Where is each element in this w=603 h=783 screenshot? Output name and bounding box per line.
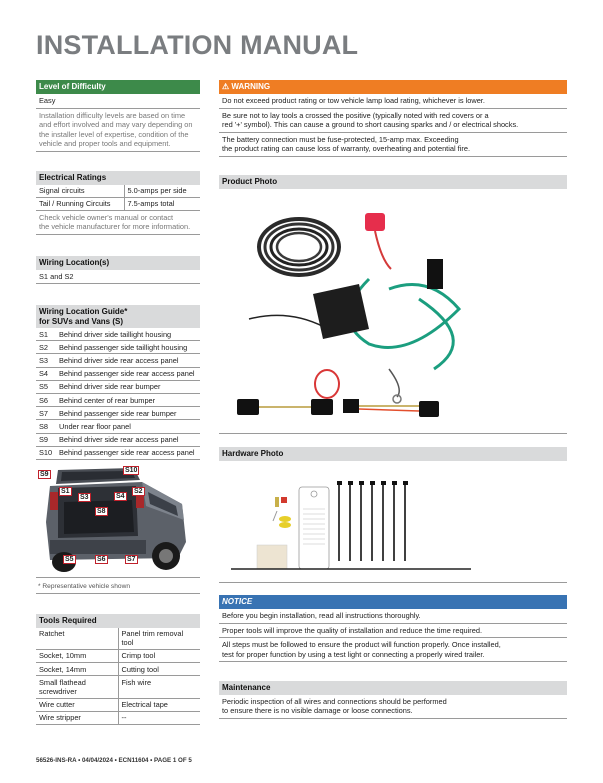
- table-row: Signal circuits 5.0-amps per side: [36, 185, 200, 198]
- table-row: Ratchet Panel trim removal tool: [36, 628, 200, 650]
- product-photo: [219, 189, 567, 434]
- notice-row: All steps must be followed to ensure the product will function properly. Once installed, test for proper function by using a test light or connecting a properly wired trailer.: [219, 638, 567, 662]
- table-row: S6 Behind center of rear bumper: [36, 394, 200, 407]
- notice-row: Proper tools will improve the quality of installation and reduce the time required.: [219, 624, 567, 639]
- vehicle-label-s1: S1: [61, 488, 70, 495]
- vehicle-label-s5: S5: [65, 556, 74, 563]
- table-row: S5 Behind driver side rear bumper: [36, 380, 200, 393]
- maintenance-header: Maintenance: [219, 681, 567, 695]
- difficulty-section: [36, 80, 200, 152]
- hardware-image: [219, 461, 567, 583]
- wiring-harness-image: [219, 189, 567, 434]
- difficulty-header: Level of Difficulty: [36, 80, 200, 94]
- table-row: Wire stripper --: [36, 711, 200, 724]
- vehicle-label-s6: S6: [97, 556, 106, 563]
- difficulty-level: Easy: [36, 94, 200, 109]
- table-row: S9 Behind driver side rear access panel: [36, 433, 200, 446]
- vehicle-label-s4: S4: [116, 493, 125, 500]
- wiring-location-section: [36, 256, 200, 284]
- table-row: Tail / Running Circuits 7.5-amps total: [36, 197, 200, 210]
- table-row: Wire cutter Electrical tape: [36, 698, 200, 711]
- table-row: S4 Behind passenger side rear access panel: [36, 367, 200, 380]
- warning-row: Do not exceed product rating or tow vehicle lamp load rating, whichever is lower.: [219, 94, 567, 109]
- tools-header: Tools Required: [36, 614, 200, 628]
- table-row: S8 Under rear floor panel: [36, 420, 200, 433]
- wiring-location-value: S1 and S2: [36, 270, 200, 285]
- wiring-location-header: Wiring Location(s): [36, 256, 200, 270]
- notice-section: [219, 595, 567, 662]
- table-row: Small flathead screwdriver Fish wire: [36, 676, 200, 698]
- vehicle-label-s7: S7: [127, 556, 136, 563]
- vehicle-image: [36, 462, 200, 574]
- vehicle-label-s2: S2: [134, 488, 143, 495]
- table-row: S7 Behind passenger side rear bumper: [36, 407, 200, 420]
- ratings-table: [36, 185, 200, 211]
- table-row: S1 Behind driver side taillight housing: [36, 328, 200, 341]
- vehicle-label-s3: S3: [80, 494, 89, 501]
- maintenance-text: Periodic inspection of all wires and connections should be performed to ensure there is no visible damage or loose connections.: [219, 695, 567, 719]
- maintenance-section: [219, 681, 567, 719]
- vehicle-illustration: [36, 462, 200, 574]
- page-footer: 56526-INS-RA • 04/04/2024 • ECN11604 • PAGE 1 OF 5: [36, 757, 192, 764]
- product-photo-section: [219, 175, 567, 434]
- table-row: Socket, 10mm Crimp tool: [36, 649, 200, 662]
- product-photo-header: Product Photo: [219, 175, 567, 189]
- wiring-guide-table: [36, 328, 200, 460]
- table-row: S3 Behind driver side rear access panel: [36, 354, 200, 367]
- notice-header: NOTICE: [219, 595, 567, 609]
- wiring-guide-header: Wiring Location Guide* for SUVs and Vans (S): [36, 305, 200, 328]
- ratings-header: Electrical Ratings: [36, 171, 200, 185]
- warning-header: ⚠ WARNING: [219, 80, 567, 94]
- vehicle-label-s9: S9: [40, 471, 49, 478]
- difficulty-description: Installation difficulty levels are based on time and effort involved and may vary depending on the installer level of expertise, condition of the vehicle and proper tools and equipment.: [36, 109, 200, 152]
- tools-section: [36, 614, 200, 725]
- tools-table: [36, 628, 200, 726]
- warning-row: Be sure not to lay tools a crossed the positive (typically noted with red covers or a red '+' symbol). This can cause a ground to short causing sparks and / or electrical shocks.: [219, 109, 567, 133]
- warning-row: The battery connection must be fuse-protected, 15-amp max. Exceeding the product rating can cause loss of warranty, overheating and potential fire.: [219, 133, 567, 157]
- vehicle-label-s10: S10: [125, 467, 138, 474]
- hardware-photo-header: Hardware Photo: [219, 447, 567, 461]
- notice-row: Before you begin installation, read all instructions thoroughly.: [219, 609, 567, 624]
- hardware-photo-section: [219, 447, 567, 583]
- warning-section: [219, 80, 567, 157]
- vehicle-caption: * Representative vehicle shown: [36, 577, 200, 594]
- table-row: S10 Behind passenger side rear access panel: [36, 446, 200, 459]
- page-title: INSTALLATION MANUAL: [36, 30, 359, 60]
- ratings-section: [36, 171, 200, 235]
- table-row: S2 Behind passenger side taillight housing: [36, 341, 200, 354]
- warning-triangle-icon: ⚠: [222, 82, 230, 91]
- table-row: Socket, 14mm Cutting tool: [36, 663, 200, 676]
- vehicle-label-s8: S8: [97, 508, 106, 515]
- ratings-note: Check vehicle owner's manual or contact the vehicle manufacturer for more information.: [36, 211, 200, 235]
- wiring-guide-section: [36, 305, 200, 460]
- hardware-photo: [219, 461, 567, 583]
